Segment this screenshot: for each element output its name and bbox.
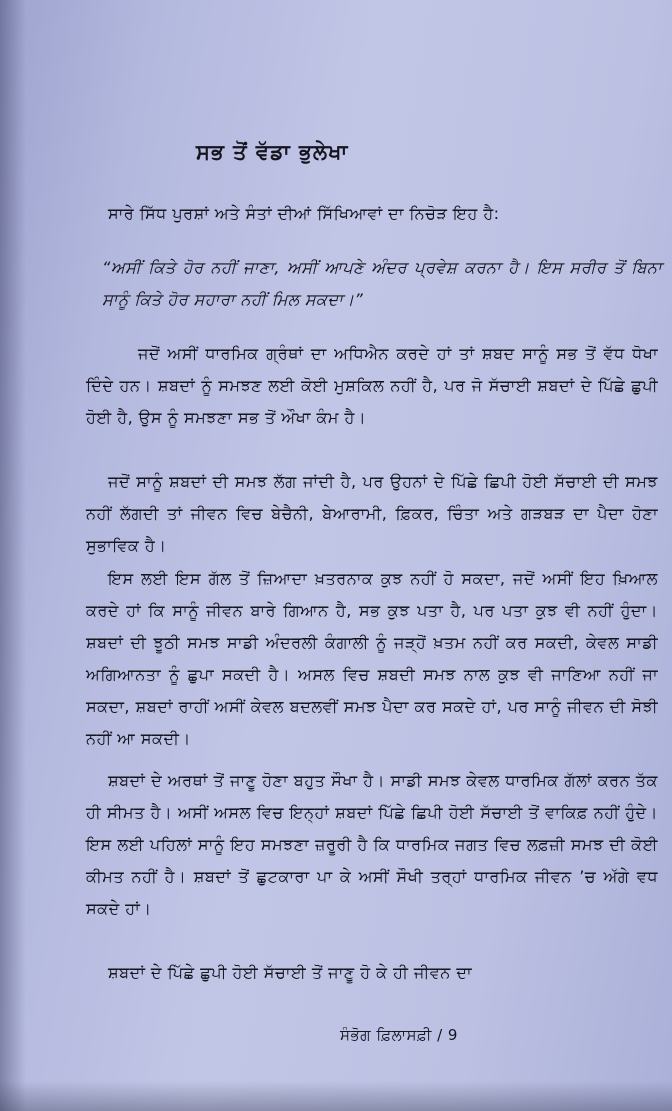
paragraph-3: ਇਸ ਲਈ ਇਸ ਗੱਲ ਤੋਂ ਜ਼ਿਆਦਾ ਖ਼ਤਰਨਾਕ ਕੁਝ ਨਹੀਂ ਹੋ ਸਕਦਾ, ਜਦੋਂ ਅਸੀਂ ਇਹ ਖ਼ਿਆਲ ਕਰਦੇ ਹਾਂ ਕਿ ਸਾਨੂੰ ਜੀਵਨ ਬਾਰੇ ਗਿਆਨ ਹੈ, ਸਭ ਕੁਝ ਪਤਾ ਹੈ, ਪਰ ਪਤਾ ਕੁਝ ਵੀ ਨਹੀਂ ਹੁੰਦਾ। ਸ਼ਬਦਾਂ ਦੀ ਝੂਠੀ ਸਮਝ ਸਾਡੀ ਅੰਦਰਲੀ ਕੰਗਾਲੀ ਨੂੰ ਜੜ੍ਹੋਂ ਖ਼ਤਮ ਨਹੀਂ ਕਰ ਸਕਦੀ, ਕੇਵਲ ਸਾਡੀ ਅਗਿਆਨਤਾ ਨੂੰ ਛੁਪਾ ਸਕਦੀ ਹੈ। ਅਸਲ ਵਿਚ ਸ਼ਬਦੀ ਸਮਝ ਨਾਲ ਕੁਝ ਵੀ ਜਾਣਿਆ ਨਹੀਂ ਜਾ ਸਕਦਾ, ਸ਼ਬਦਾਂ ਰਾਹੀਂ ਅਸੀਂ ਕੇਵਲ ਬਦਲਵੀਂ ਸਮਝ ਪੈਦਾ ਕਰ ਸਕਦੇ ਹਾਂ, ਪਰ ਸਾਨੂੰ ਜੀਵਨ ਦੀ ਸੋਝੀ ਨਹੀਂ ਆ ਸਕਦੀ। [86,569,658,748]
paragraph-5: ਸ਼ਬਦਾਂ ਦੇ ਪਿੱਛੇ ਛੁਪੀ ਹੋਈ ਸੱਚਾਈ ਤੋਂ ਜਾਣੂ ਹੋ ਕੇ ਹੀ ਜੀਵਨ ਦਾ [108,963,473,982]
page-bottom-edge [0,1081,672,1111]
paragraph-4: ਸ਼ਬਦਾਂ ਦੇ ਅਰਥਾਂ ਤੋਂ ਜਾਣੂ ਹੋਣਾ ਬਹੁਤ ਸੌਖਾ ਹੈ। ਸਾਡੀ ਸਮਝ ਕੇਵਲ ਧਾਰਮਿਕ ਗੱਲਾਂ ਕਰਨ ਤੱਕ ਹੀ ਸੀਮਤ ਹੈ। ਅਸੀਂ ਅਸਲ ਵਿਚ ਇਨ੍ਹਾਂ ਸ਼ਬਦਾਂ ਪਿੱਛੇ ਛਿਪੀ ਹੋਈ ਸੱਚਾਈ ਤੋਂ ਵਾਕਿਫ਼ ਨਹੀਂ ਹੁੰਦੇ। ਇਸ ਲਈ ਪਹਿਲਾਂ ਸਾਨੂੰ ਇਹ ਸਮਝਣਾ ਜ਼ਰੂਰੀ ਹੈ ਕਿ ਧਾਰਮਿਕ ਜਗਤ ਵਿਚ ਲਫ਼ਜ਼ੀ ਸਮਝ ਦੀ ਕੋਈ ਕੀਮਤ ਨਹੀਂ ਹੈ। ਸ਼ਬਦਾਂ ਤੋਂ ਛੁਟਕਾਰਾ ਪਾ ਕੇ ਅਸੀਂ ਸੌਖੀ ਤਰ੍ਹਾਂ ਧਾਰਮਿਕ ਜੀਵਨ ’ਚ ਅੱਗੇ ਵਧ ਸਕਦੇ ਹਾਂ। [86,771,658,918]
intro-line: ਸਾਰੇ ਸਿੱਧ ਪੁਰਸ਼ਾਂ ਅਤੇ ਸੰਤਾਂ ਦੀਆਂ ਸਿੱਖਿਆਵਾਂ ਦਾ ਨਿਚੋੜ ਇਹ ਹੈ: [108,204,500,223]
paragraph-2: ਜਦੋਂ ਸਾਨੂੰ ਸ਼ਬਦਾਂ ਦੀ ਸਮਝ ਲੱਗ ਜਾਂਦੀ ਹੈ, ਪਰ ਉਹਨਾਂ ਦੇ ਪਿੱਛੇ ਛਿਪੀ ਹੋਈ ਸੱਚਾਈ ਦੀ ਸਮਝ ਨਹੀਂ ਲੱਗਦੀ ਤਾਂ ਜੀਵਨ ਵਿਚ ਬੇਚੈਨੀ, ਬੇਆਰਾਮੀ, ਫ਼ਿਕਰ, ਚਿੰਤਾ ਅਤੇ ਗੜਬੜ ਦਾ ਪੈਦਾ ਹੋਣਾ ਸੁਭਾਵਿਕ ਹੈ। [86,472,658,555]
page-footer: ਸੰਭੋਗ ਫ਼ਿਲਾਸਫ਼ੀ / 9 [340,1026,458,1044]
binding-shadow [0,0,26,1111]
chapter-title: ਸਭ ਤੋਂ ਵੱਡਾ ਭੁਲੇਖਾ [196,140,349,164]
paragraph-1: ਜਦੋਂ ਅਸੀਂ ਧਾਰਮਿਕ ਗ੍ਰੰਥਾਂ ਦਾ ਅਧਿਐਨ ਕਰਦੇ ਹਾਂ ਤਾਂ ਸ਼ਬਦ ਸਾਨੂੰ ਸਭ ਤੋਂ ਵੱਧ ਧੋਖਾ ਦਿੰਦੇ ਹਨ। ਸ਼ਬਦਾਂ ਨੂੰ ਸਮਝਣ ਲਈ ਕੋਈ ਮੁਸ਼ਕਿਲ ਨਹੀਂ ਹੈ, ਪਰ ਜੋ ਸੱਚਾਈ ਸ਼ਬਦਾਂ ਦੇ ਪਿੱਛੇ ਛੁਪੀ ਹੋਈ ਹੈ, ਉਸ ਨੂੰ ਸਮਝਣਾ ਸਭ ਤੋਂ ਔਖਾ ਕੰਮ ਹੈ। [86,344,658,427]
quote-block: “ਅਸੀਂ ਕਿਤੇ ਹੋਰ ਨਹੀਂ ਜਾਣਾ, ਅਸੀਂ ਆਪਣੇ ਅੰਦਰ ਪ੍ਰਵੇਸ਼ ਕਰਨਾ ਹੈ। ਇਸ ਸਰੀਰ ਤੋਂ ਬਿਨਾ ਸਾਨੂੰ ਕਿਤੇ ਹੋਰ ਸਹਾਰਾ ਨਹੀਂ ਮਿਲ ਸਕਦਾ।” [102,258,662,309]
